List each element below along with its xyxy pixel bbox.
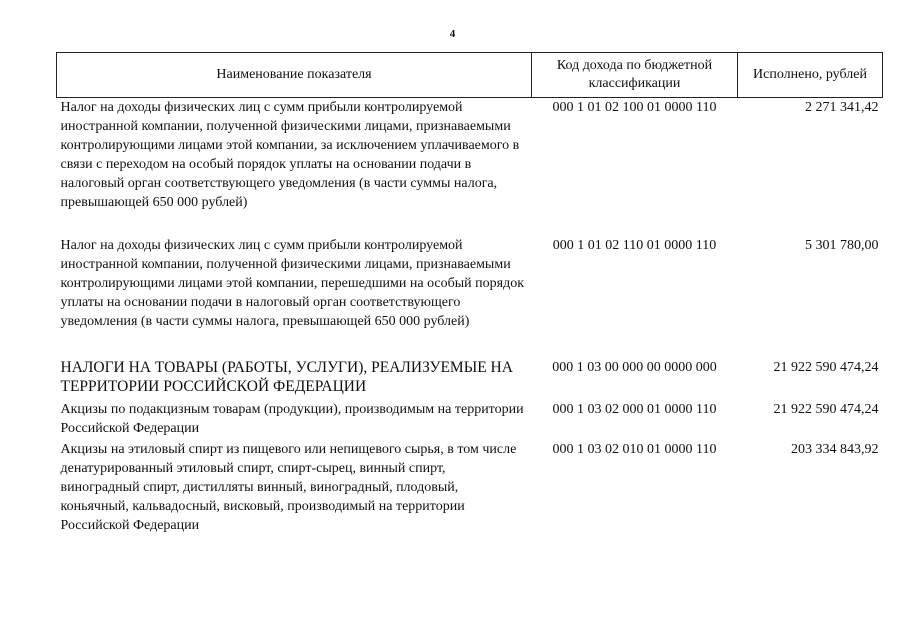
page-number: 4 [449,28,456,40]
row-budget-code: 000 1 03 02 010 01 0000 110 [552,441,717,457]
row-executed-amount: 2 271 341,42 [805,100,879,115]
row-executed-amount: 21 922 590 474,24 [773,359,879,375]
revenue-table [56,52,883,535]
table-row [57,440,883,535]
row-indicator-name: НАЛОГИ НА ТОВАРЫ (РАБОТЫ, УСЛУГИ), РЕАЛИЗУЕМЫЕ НА ТЕРРИТОРИИ РОССИЙСКОЙ ФЕДЕРАЦИИ [60,358,513,395]
table-row [57,358,883,400]
row-budget-code: 000 1 01 02 110 01 0000 110 [552,237,717,253]
header-executed-amount: Исполнено, рублей [738,53,883,98]
row-indicator-name: Налог на доходы физических лиц с сумм прибыли контролируемой иностранной компании, полученной физическими лицами, признаваемыми контролирующими лицами этой компании, перешедшими на особый порядок уплаты на основании подачи в налоговый орган соответствующего уведомления (в части суммы налога, превышающей 650 000 рублей) [60,237,525,329]
row-budget-code: 000 1 03 00 000 00 0000 000 [552,359,717,375]
row-executed-amount: 203 334 843,92 [791,441,879,457]
header-budget-code: Код дохода по бюджетной классификации [532,53,738,98]
row-executed-amount: 21 922 590 474,24 [773,401,879,417]
row-executed-amount: 5 301 780,00 [805,237,879,253]
row-indicator-name: Налог на доходы физических лиц с сумм прибыли контролируемой иностранной компании, полученной физическими лицами, признаваемыми контролирующими лицами этой компании, за исключением уплачиваемого в связи с переходом на особый порядок уплаты на основании подачи в налоговый орган соответствующего уведомления (в части суммы налога, превышающей 650 000 рублей) [60,100,520,210]
table-header-row [57,53,883,98]
header-indicator-name: Наименование показателя [57,53,532,98]
table-row [57,98,883,236]
row-budget-code: 000 1 03 02 000 01 0000 110 [552,401,717,417]
row-indicator-name: Акцизы на этиловый спирт из пищевого или непищевого сырья, в том числе денатурированный этиловый спирт, спирт-сырец, винный спирт, виноградный спирт, дистилляты винный, виноградный, плодовый, коньячный, кальвадосный, висковый, производимый на территории Российской Федерации [60,441,517,533]
table-row [57,400,883,440]
row-budget-code: 000 1 01 02 100 01 0000 110 [552,100,717,115]
table-row [57,236,883,358]
row-indicator-name: Акцизы по подакцизным товарам (продукции), производимым на территории Российской Федерации [60,401,524,436]
